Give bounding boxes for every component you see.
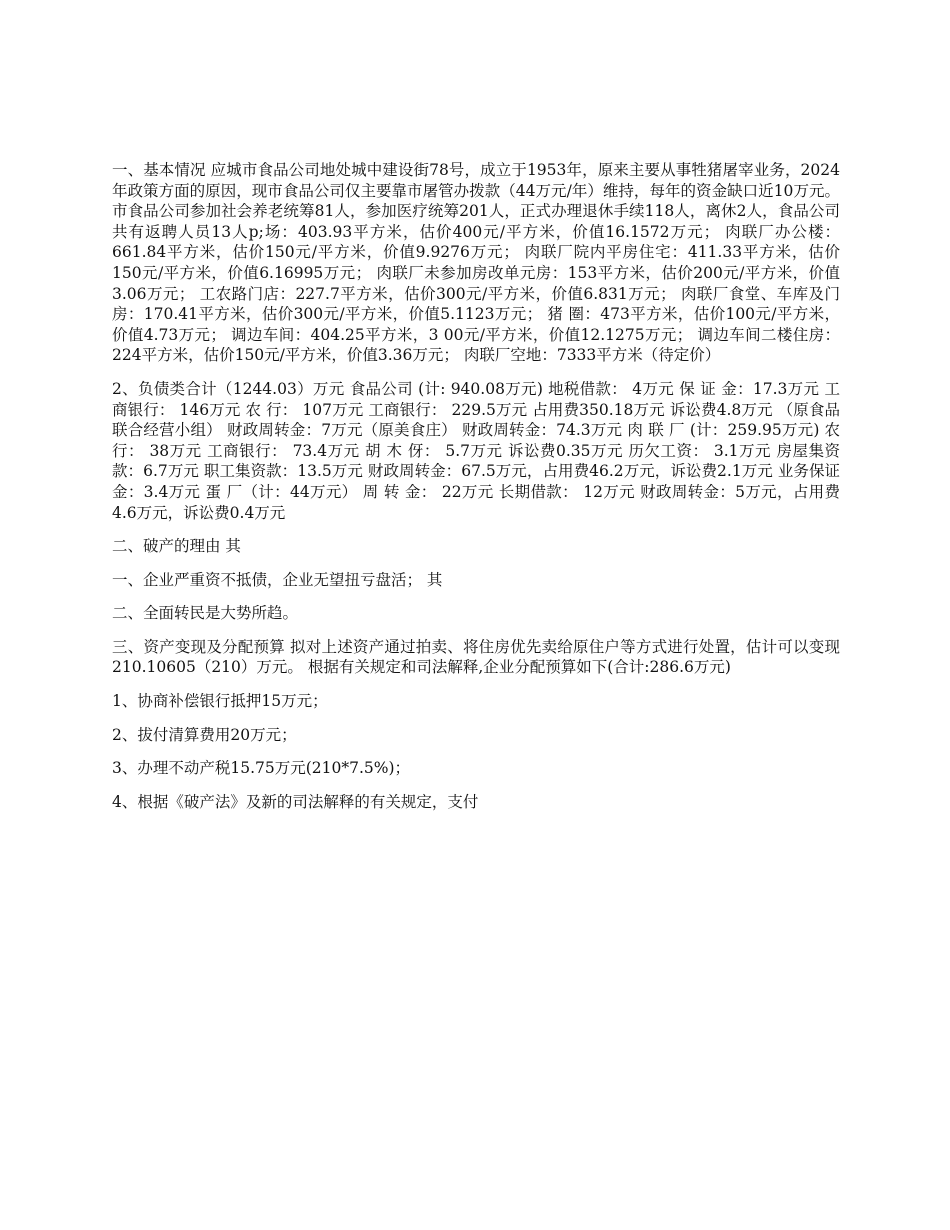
heading-bankruptcy-reasons: 二、破产的理由 其	[112, 537, 241, 556]
paragraph-reason-two: 二、全面转民是大势所趋。	[112, 604, 299, 623]
list-item-4: 4、根据《破产法》及新的司法解释的有关规定，支付	[112, 792, 479, 811]
paragraph-liabilities: 2、负债类合计（1244.03）万元 食品公司 (计: 940.08万元) 地税借款： 4万元 保 证 金：17.3万元 工商银行： 146万元 农 行： 107万元 工商银行： 229.5万元 占用费350.18万元 诉讼费4.8万元 （原食品联合经营小组） 财政周转金：7万元（原美食庄） 财政周转金：74.3万元 肉 联 厂 (计：259.95万元) 农 行： 38万元 工商银行： 73.4万元 胡 木 伢： 5.7万元 诉讼费0.35万元 历欠工资： 3.1万元 房屋集资款：6.7万元 职工集资款：13.5万元 财政周转金：67.5万元，占用费46.2万元，诉讼费2.1万元 业务保证金：3.4万元 蛋 厂（计：44万元） 周 转 金： 22万元 长期借款： 12万元 财政周转金：5万元，占用费4.6万元，诉讼费0.4万元	[112, 379, 840, 522]
list-item-2: 2、拔付清算费用20万元；	[112, 725, 297, 744]
paragraph-asset-realization: 三、资产变现及分配预算 拟对上述资产通过拍卖、将住房优先卖给原住户等方式进行处置，估计可以变现210.10605（210）万元。 根据有关规定和司法解释,企业分配预算如下(合计:286.6万元)	[112, 637, 840, 677]
document-body	[112, 160, 840, 812]
list-item-1: 1、协商补偿银行抵押15万元；	[112, 692, 328, 711]
list-item-3: 3、办理不动产税15.75万元(210*7.5%)；	[112, 759, 411, 778]
paragraph-reason-one: 一、企业严重资不抵债，企业无望扭亏盘活； 其	[112, 570, 443, 589]
paragraph-basic-situation: 一、基本情况 应城市食品公司地处城中建设街78号，成立于1953年，原来主要从事牲猪屠宰业务，2024年政策方面的原因，现市食品公司仅主要靠市屠管办拨款（44万元/年）维持，每年的资金缺口近10万元。市食品公司参加社会养老统筹81人，参加医疗统筹201人，正式办理退休手续118人，离休2人，食品公司共有返聘人员13人p;场：403.93平方米，估价400元/平方米，价值16.1572万元； 肉联厂办公楼：661.84平方米，估价150元/平方米，价值9.9276万元； 肉联厂院内平房住宅：411.33平方米，估价150元/平方米，价值6.16995万元； 肉联厂未参加房改单元房：153平方米，估价200元/平方米，价值3.06万元； 工农路门店：227.7平方米，估价300元/平方米，价值6.831万元； 肉联厂食堂、车库及门房：170.41平方米，估价300元/平方米，价值5.1123万元； 猪 圈：473平方米，估价100元/平方米，价值4.73万元； 调边车间：404.25平方米，3 00元/平方米，价值12.1275万元； 调边车间二楼住房： 224平方米，估价150元/平方米，价值3.36万元； 肉联厂空地：7333平方米（待定价）	[112, 161, 840, 365]
